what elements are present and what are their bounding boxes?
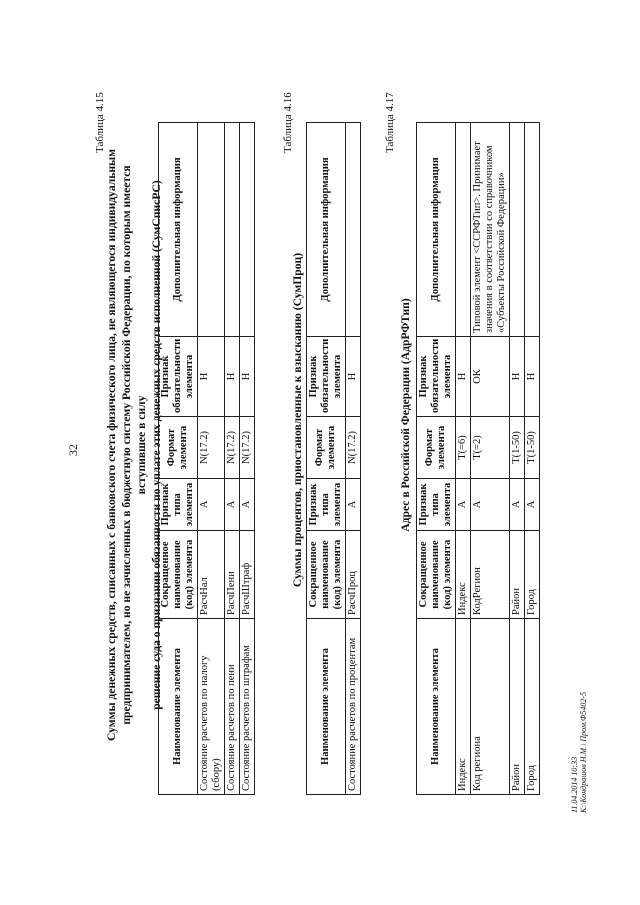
cell-info [525,123,540,337]
cell-name: Состояние расчетов по пени [225,619,240,795]
cell-format: N(17.2) [346,417,361,479]
table-row [510,123,525,795]
file-footer [570,692,588,813]
table-row [225,123,240,795]
table-4-16-label: Таблица 4.16 [282,92,294,153]
cell-required: Н [525,337,540,417]
cell-info [346,123,361,337]
table-row [198,123,225,795]
cell-format: Т(=2) [471,417,510,479]
table-header-row [159,123,198,795]
header-cell: Сокращенное наименование (код) элемента [307,531,346,619]
cell-type: А [198,479,225,531]
header-cell: Дополнительная информация [417,123,456,337]
header-cell: Формат элемента [159,417,198,479]
cell-required: Н [198,337,225,417]
header-cell: Сокращенное наименование (код) элемента [159,531,198,619]
table-row [525,123,540,795]
cell-name: Состояние расчетов по процентам [346,619,361,795]
cell-required: Н [225,337,240,417]
table-4-17-label: Таблица 4.17 [384,92,396,153]
table-4-17-caption: Адрес в Российской Федерации (АдрРФТип) [399,298,412,532]
header-cell: Наименование элемента [417,619,456,795]
header-cell: Дополнительная информация [307,123,346,337]
cell-code: РасчШтраф [240,531,255,619]
table-row [456,123,471,795]
header-cell: Дополнительная информация [159,123,198,337]
cell-format: Т(=6) [456,417,471,479]
cell-code: Индекс [456,531,471,619]
table-header-row [307,123,346,795]
cell-code: КодРегион [471,531,510,619]
cell-type: А [346,479,361,531]
footer-timestamp: 11.04.2014 10:33 [570,756,579,813]
cell-code: РасчПени [225,531,240,619]
cell-type: А [225,479,240,531]
cell-type: А [471,479,510,531]
table-4-15-label: Таблица 4.15 [94,92,106,153]
table-header-row [417,123,456,795]
cell-info [240,123,255,337]
page-number: 32 [66,444,80,456]
cell-required: Н [240,337,255,417]
cell-name: Состояние расчетов по налогу (сбору) [198,619,225,795]
cell-type: А [456,479,471,531]
header-cell: Признак типа элемента [307,479,346,531]
cell-info [225,123,240,337]
caption-line: предпринимателем, но не зачисленных в бюджетную систему Российской Федерации, по которым имеется вступившее в силу [120,165,148,725]
cell-type: А [525,479,540,531]
cell-format: N(17.2) [225,417,240,479]
table-row [471,123,510,795]
table-4-17 [416,122,540,795]
header-cell: Формат элемента [417,417,456,479]
cell-required: ОК [471,337,510,417]
table-4-15-caption [104,135,164,755]
cell-format: Т(1-50) [510,417,525,479]
header-cell: Признак обязательности элемента [307,337,346,417]
cell-info [456,123,471,337]
cell-code: РасчПроц [346,531,361,619]
cell-info [510,123,525,337]
header-cell: Признак типа элемента [159,479,198,531]
cell-info: Типовой элемент <ССРФТип>. Принимает значения в соответствии со справочником «Субъекты Российской Федерации» [471,123,510,337]
caption-line: решение суда о признании обязанности по уплате этих денежных средств исполненной (СумСписРС) [150,180,163,710]
table-4-15 [158,122,255,795]
table-4-16 [306,122,361,795]
caption-line: Суммы денежных средств, списанных с банковского счета физического лица, не являющегося индивидуальным [105,149,118,741]
cell-info [198,123,225,337]
cell-format: Т(1-50) [525,417,540,479]
cell-name: Код региона [471,619,510,795]
header-cell: Наименование элемента [159,619,198,795]
header-cell: Признак типа элемента [417,479,456,531]
cell-required: Н [346,337,361,417]
cell-code: Город [525,531,540,619]
cell-type: А [240,479,255,531]
cell-required: Н [510,337,525,417]
cell-name: Индекс [456,619,471,795]
cell-required: Н [456,337,471,417]
header-cell: Признак обязательности элемента [417,337,456,417]
cell-code: РасчНал [198,531,225,619]
header-cell: Признак обязательности элемента [159,337,198,417]
table-row [346,123,361,795]
cell-format: N(17.2) [198,417,225,479]
cell-format: N(17.2) [240,417,255,479]
table-row [240,123,255,795]
footer-path: К:\Кондрашов Н.М.\ Пром.Ф5402-5 [579,691,588,813]
table-4-16-caption: Суммы процентов, приостановленные к взысканию (СумПроц) [291,252,304,588]
cell-type: А [510,479,525,531]
cell-code: Район [510,531,525,619]
header-cell: Сокращенное наименование (код) элемента [417,531,456,619]
header-cell: Наименование элемента [307,619,346,795]
cell-name: Состояние расчетов по штрафам [240,619,255,795]
header-cell: Формат элемента [307,417,346,479]
cell-name: Город [525,619,540,795]
cell-name: Район [510,619,525,795]
